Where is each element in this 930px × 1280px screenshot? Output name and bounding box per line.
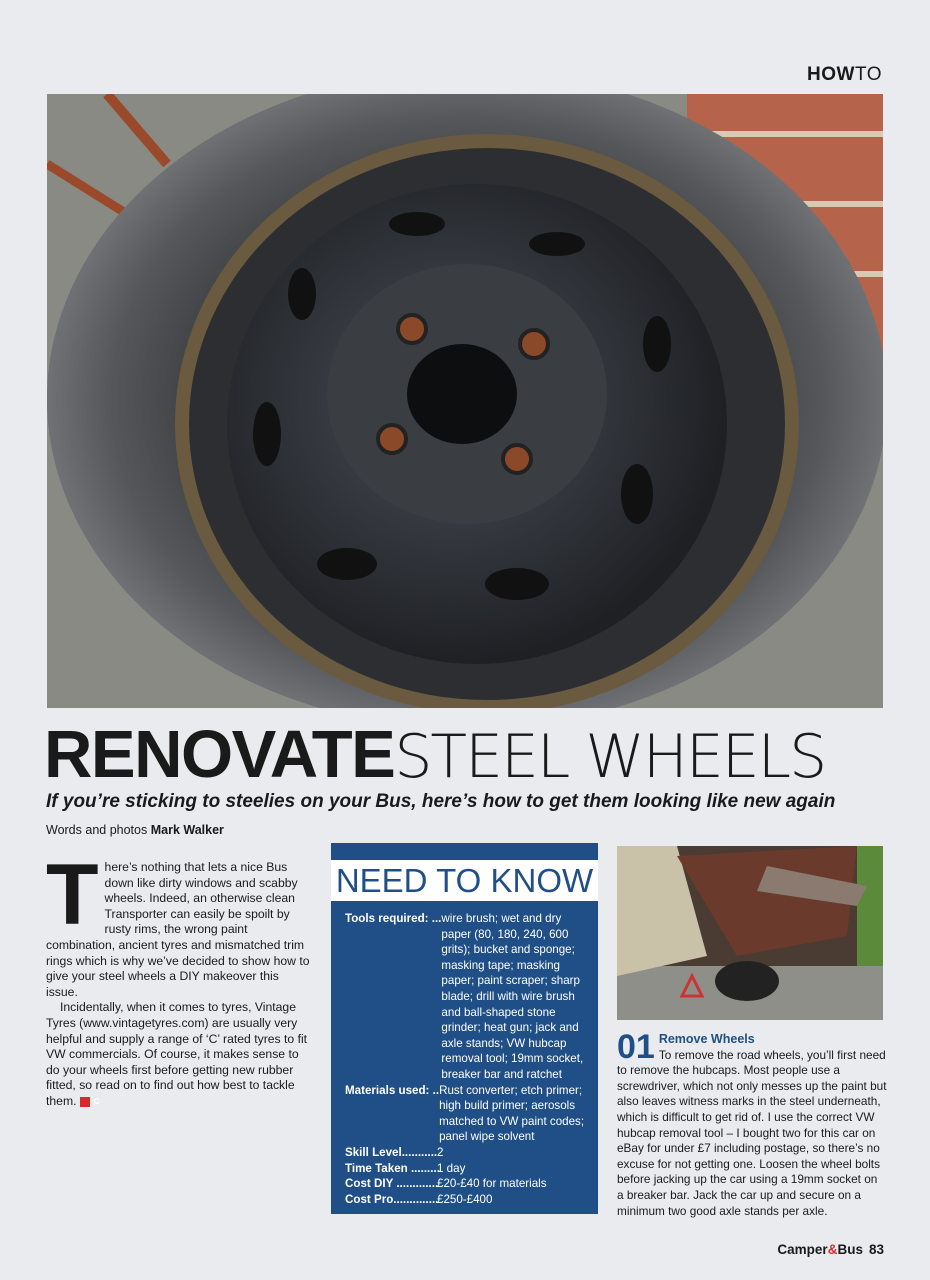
- need-to-know-heading: NEED TO KNOW: [331, 860, 598, 901]
- time-row: Time Taken ......... 1 day: [345, 1161, 466, 1175]
- standfirst: If you’re sticking to steelies on your Bus, here’s how to get them looking like new again: [46, 791, 836, 812]
- hero-photo: [47, 94, 883, 708]
- paragraph-1: There’s nothing that lets a nice Bus down like dirty windows and scabby wheels. Indeed, an otherwise clean Transporter can easily be spoilt by rusty rims, the wrong paint combination, ancient tyres and mismatched trim rings which is why we’ve decided to show how to give your steel wheels a DIY makeover this issue.: [46, 847, 310, 999]
- skill-row: Skill Level........... 2: [345, 1145, 444, 1159]
- van-underside-photo: [617, 846, 883, 1020]
- article-title: RENOVATESTEEL WHEELS: [44, 717, 826, 792]
- article-body: [46, 847, 310, 1110]
- step-title: Remove Wheels: [658, 1032, 755, 1046]
- section-tag: HOWTO: [807, 64, 882, 85]
- steel-wheel-photo: [47, 94, 883, 708]
- end-mark-icon: C: [80, 1097, 90, 1107]
- dropcap: T: [46, 847, 99, 943]
- byline: Words and photos Mark Walker: [46, 823, 224, 837]
- step-1-photo: [617, 846, 883, 1020]
- page-footer: Camper&Bus 83: [777, 1242, 884, 1257]
- step-1: [617, 1028, 887, 1219]
- tools-row: Tools required: ... wire brush; wet and dry paper (80, 180, 240, 600 grits); bucket and sponge; masking tape; masking paper; paint scraper; sharp blade; drill with wire brush and ball-shaped stone grinder; heat gun; jack and axle stands; VW hubcap removal tool; 19mm socket, breaker bar and ratchet: [345, 912, 584, 1081]
- paragraph-2: Incidentally, when it comes to tyres, Vintage Tyres (www.vintagetyres.com) are usually very helpful and supply a range of ‘C’ rated tyres to fit VW commercials. Of course, it makes sense to do your wheels first before getting new rubber fitted, so read on to find out how best to tackle them. C: [46, 1000, 308, 1108]
- need-to-know-box: [331, 843, 598, 1214]
- page-number: 83: [868, 1242, 884, 1257]
- materials-row: Materials used: .. Rust converter; etch primer; high build primer; aerosols matched to VW paint codes; panel wipe solvent: [345, 1083, 585, 1144]
- cost-diy-row: Cost DIY ............. £20-£40 for materials: [345, 1177, 547, 1191]
- cost-pro-row: Cost Pro.............. £250-£400: [345, 1192, 493, 1206]
- step-text: To remove the road wheels, you’ll first need to remove the hubcaps. Most people use a screwdriver, which not only messes up the paint but also leaves witness marks in the steel underneath, which is difficult to get rid of. I use the correct VW hubcap removal tool – I bought two for this car on eBay for under £7 including postage, so there’s no excuse for not getting one. Loosen the wheel bolts before jacking up the car using a 19mm socket on a breaker bar. Jack the car up and secure on a minimum two good axle stands per axle.: [617, 1047, 887, 1218]
- step-number: 01: [617, 1028, 655, 1066]
